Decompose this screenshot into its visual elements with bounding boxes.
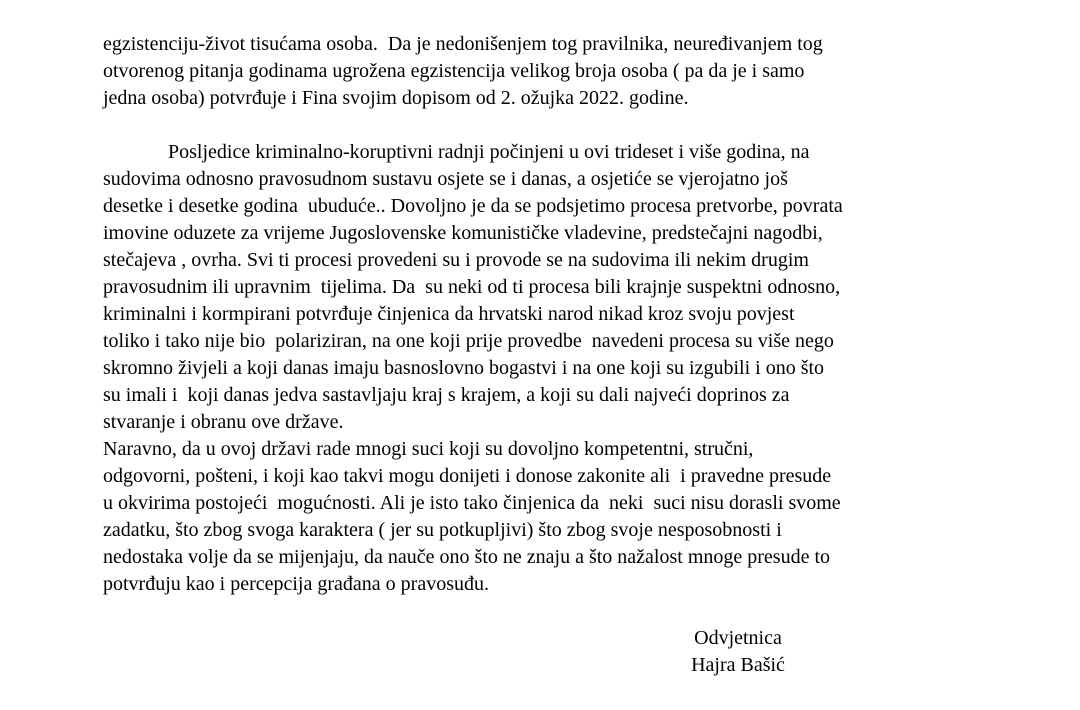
text-line: u okvirima postojeći mogućnosti. Ali je isto tako činjenica da neki suci nisu dorasli svome (103, 492, 841, 514)
text-line: toliko i tako nije bio polariziran, na one koji prije provedbe navedeni procesa su više nego (103, 330, 834, 352)
paragraph (103, 436, 980, 598)
text-line: odgovorni, pošteni, i koji kao takvi mogu donijeti i donose zakonite ali i pravedne presude (103, 465, 832, 487)
signature-name: Hajra Bašić (691, 654, 785, 676)
text-line: egzistenciju-život tisućama osoba. Da je nedonišenjem tog pravilnika, neuređivanjem tog (103, 33, 823, 55)
signature-role: Odvjetnica (694, 627, 782, 649)
text-line: sudovima odnosno pravosudnom sustavu osjete se i danas, a osjetiće se vjerojatno još (103, 168, 788, 190)
paragraph (103, 139, 980, 436)
text-line: kriminalni i kormpirani potvrđuje činjenica da hrvatski narod nikad kroz svoju povjest (103, 303, 795, 325)
text-line: stvaranje i obranu ove države. (103, 411, 344, 433)
text-line: Naravno, da u ovoj državi rade mnogi suci koji su dovoljno kompetentni, stručni, (103, 438, 754, 460)
text-line: su imali i koji danas jedva sastavljaju kraj s krajem, a koji su dali najveći doprinos za (103, 384, 790, 406)
text-line: nedostaka volje da se mijenjaju, da nauče ono što ne znaju a što nažalost mnoge presude to (103, 546, 831, 568)
signature-block (668, 625, 808, 679)
text-line: Posljedice kriminalno-koruptivni radnji počinjeni u ovi trideset i više godina, na (168, 141, 810, 163)
text-line: desetke i desetke godina ubuduće.. Dovoljno je da se podsjetimo procesa pretvorbe, povrata (103, 195, 843, 217)
text-line: pravosudnim ili upravnim tijelima. Da su neki od ti procesa bili krajnje suspektni odnosno, (103, 276, 841, 298)
text-line: imovine oduzete za vrijeme Jugoslovenske komunističke vladevine, predstečajni nagodbi, (103, 222, 823, 244)
paragraph (103, 31, 980, 112)
text-line: jedna osoba) potvrđuje i Fina svojim dopisom od 2. ožujka 2022. godine. (103, 87, 689, 109)
document-body (103, 31, 980, 598)
text-line: zadatku, što zbog svoga karaktera ( jer su potkupljivi) što zbog svoje nesposobnosti i (103, 519, 782, 541)
text-line: stečajeva , ovrha. Svi ti procesi provedeni su i provode se na sudovima ili nekim drugim (103, 249, 809, 271)
text-line: skromno živjeli a koji danas imaju basnoslovno bogastvi i na one koji su izgubili i ono što (103, 357, 825, 379)
text-line: potvrđuju kao i percepcija građana o pravosuđu. (103, 573, 489, 595)
text-line: otvorenog pitanja godinama ugrožena egzistencija velikog broja osoba ( pa da je i samo (103, 60, 805, 82)
